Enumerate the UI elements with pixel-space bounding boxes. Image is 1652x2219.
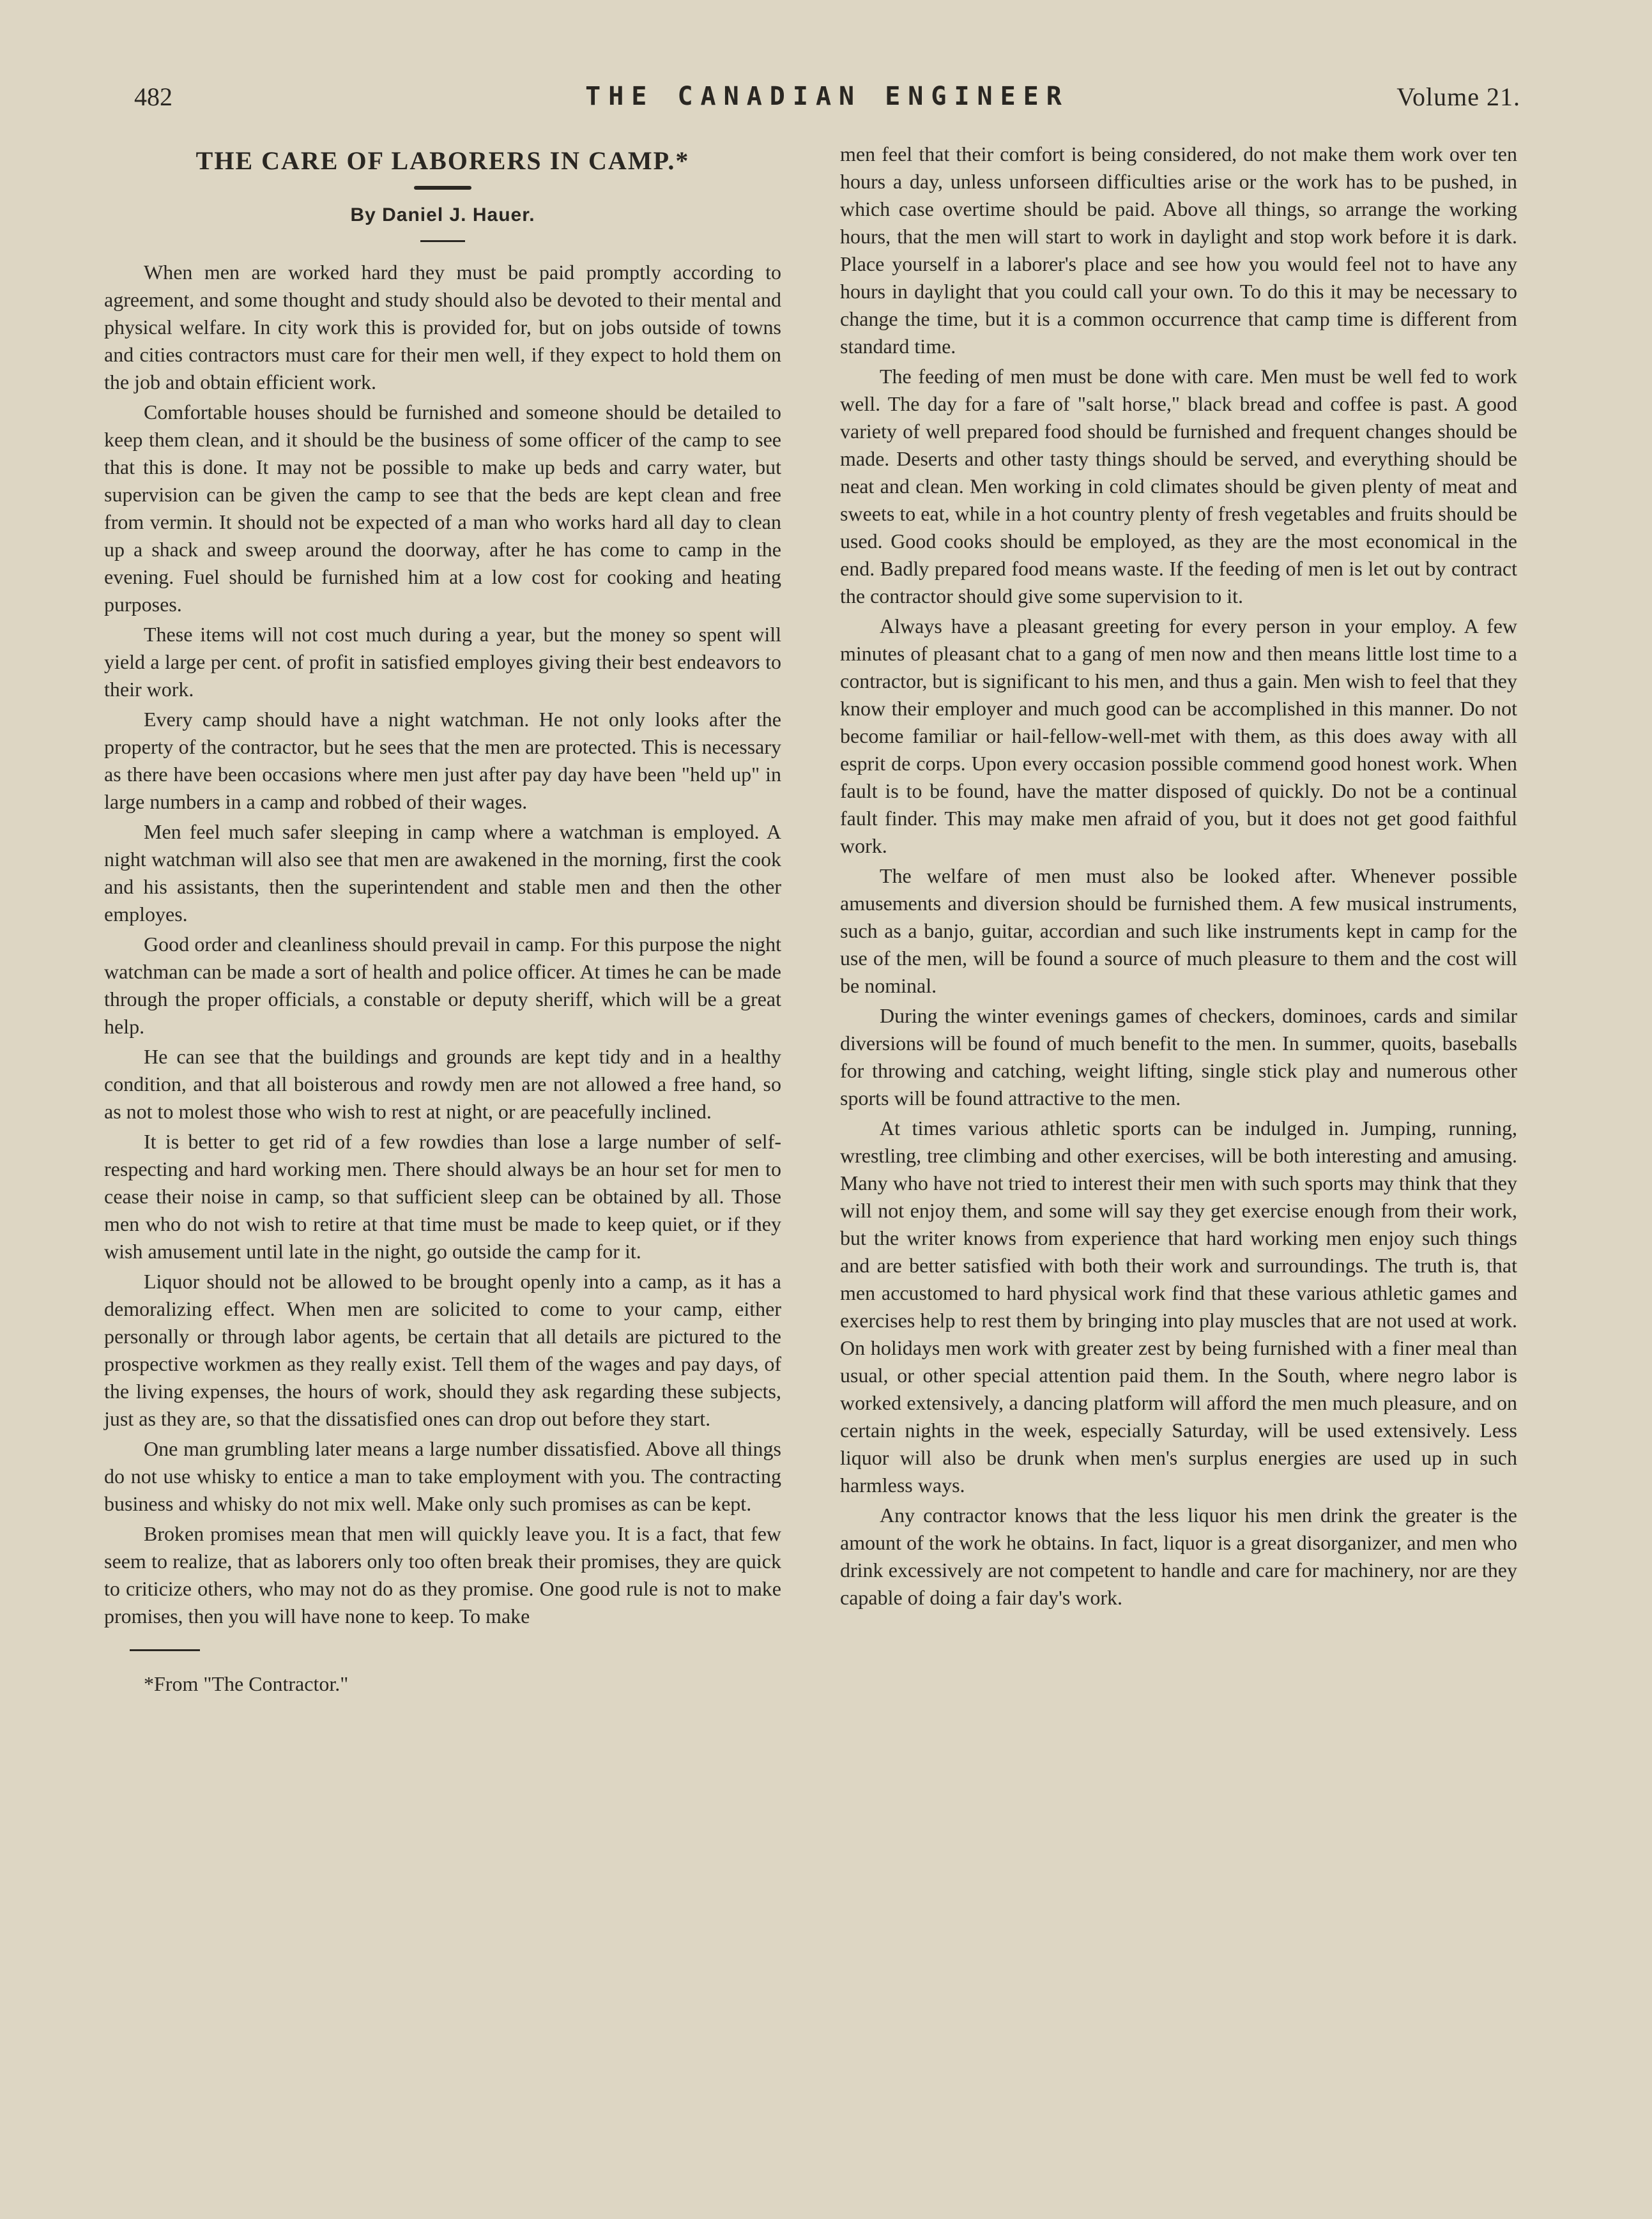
paragraph: Broken promises mean that men will quickly leave you. It is a fact, that few seem to realize, that as laborers only too often break their promises, they are quick to criticize others, who may not do as they promise. One good rule is not to make promises, then you will have none to keep. To make	[104, 1522, 781, 1628]
footnote-rule	[130, 1649, 200, 1651]
paragraph: These items will not cost much during a year, but the money so spent will yield a large per cent. of profit in satisfied employes giving their best endeavors to their work.	[104, 623, 781, 701]
footnote: *From "The Contractor."	[144, 1672, 349, 1695]
paragraph: One man grumbling later means a large number dissatisfied. Above all things do not use whisky to entice a man to take employment with you. The contracting business and whisky do not mix well. Make only such promises as can be kept.	[104, 1437, 781, 1515]
paragraph: When men are worked hard they must be paid promptly according to agreement, and some thought and study should also be devoted to their mental and physical welfare. In city work this is provided for, but on jobs outside of towns and cities contractors must care for their men well, if they expect to hold them on the job and obtain efficient work.	[104, 261, 781, 393]
byline-rule	[420, 240, 465, 242]
right-column	[840, 141, 1517, 1612]
paragraph: Comfortable houses should be furnished and someone should be detailed to keep them clean, and it should be the business of some officer of the camp to see that this is done. It may not be possible to make up beds and carry water, but supervision can be given the camp to see that the beds are kept clean and free from vermin. It should not be expected of a man who works hard all day to clean up a shack and sweep around the doorway, after he has come to camp in the evening. Fuel should be furnished him at a low cost for cooking and heating purposes.	[104, 400, 781, 616]
volume-label: Volume 21.	[1396, 82, 1520, 111]
paragraph: Men feel much safer sleeping in camp where a watchman is employed. A night watchman will also see that men are awakened in the morning, first the cook and his assistants, then the superintendent and stable men and then the other employes.	[104, 820, 781, 926]
paragraph: Always have a pleasant greeting for every person in your employ. A few minutes of pleasant chat to a gang of men now and then means little lost time to a contractor, but is significant to his men, and thus a gain. Men wish to feel that they know their employer and much good can be accomplished in this manner. Do not become familiar or hail-fellow-well-met with them, as this does away with all esprit de corps. Upon every occasion possible commend good honest work. When fault is to be found, have the matter disposed of quickly. Do not be a continual fault finder. This may make men afraid of you, but it does not get good faithful work.	[840, 614, 1517, 857]
page-header	[134, 82, 1520, 120]
paragraph: Liquor should not be allowed to be brought openly into a camp, as it has a demoralizing effect. When men are solicited to come to your camp, either personally or through labor agents, be certain that all details are pictured to the prospective workmen as they really exist. Tell them of the wages and pay days, of the living expenses, the hours of work, should they ask regarding these subjects, just as they are, so that the dissatisfied ones can drop out before they start.	[104, 1270, 781, 1430]
paragraph: Good order and cleanliness should prevail in camp. For this purpose the night watchman can be made a sort of health and police officer. At times he can be made through the proper officials, a constable or deputy sheriff, which will be a great help.	[104, 933, 781, 1038]
paragraph: It is better to get rid of a few rowdies than lose a large number of self-respecting and hard working men. There should always be an hour set for men to cease their noise in camp, so that sufficient sleep can be obtained by all. Those men who do not wish to retire at that time must be made to keep quiet, or if they wish amusement until late in the night, go outside the camp for it.	[104, 1130, 781, 1263]
paragraph: Every camp should have a night watchman. He not only looks after the property of the contractor, but he sees that the men are protected. This is necessary as there have been occasions where men just after pay day have been "held up" in large numbers in a camp and robbed of their wages.	[104, 708, 781, 813]
article-title: THE CARE OF LABORERS IN CAMP.*	[195, 146, 690, 175]
paragraph: men feel that their comfort is being considered, do not make them work over ten hours a day, unless unforseen difficulties arise or the work has to be pushed, in which case overtime should be paid. Above all things, so arrange the working hours, that the men will start to work in daylight and stop work before it is dark. Place yourself in a laborer's place and see how you would feel not to have any hours in daylight that you could call your own. To do this it may be necessary to change the time, but it is a common occurrence that camp time is different from standard time.	[840, 142, 1517, 358]
paragraph: At times various athletic sports can be indulged in. Jumping, running, wrestling, tree climbing and other exercises, will be both interesting and amusing. Many who have not tried to interest their men with such sports may think that they will not enjoy them, and some will say they get exercise enough from their work, but the writer knows from experience that hard working men enjoy such things and are better satisfied with both their work and surroundings. The truth is, that men accustomed to hard physical work find that these various athletic games and exercises help to rest them by bringing into play muscles that are not used at work. On holidays men work with greater zest by being furnished with a finer meal than usual, or other special attention paid them. In the South, where negro labor is worked extensively, a dancing platform will afford the men much pleasure, and on certain nights in the week, especially Saturday, will be used extensively. Less liquor will also be drunk when men's surplus energies are used up in such harmless ways.	[840, 1117, 1517, 1497]
paragraph: The feeding of men must be done with care. Men must be well fed to work well. The day for a fare of "salt horse," black bread and coffee is past. A good variety of well prepared food should be furnished and frequent changes should be made. Deserts and other tasty things should be served, and everything should be neat and clean. Men working in cold climates should be given plenty of meat and sweets to eat, while in a hot country plenty of fresh vegetables and fruits should be used. Good cooks should be employed, as they are the most economical in the end. Badly prepared food means waste. If the feeding of men is let out by contract the contractor should give some supervision to it.	[840, 365, 1517, 607]
paragraph: Any contractor knows that the less liquor his men drink the greater is the amount of the work he obtains. In fact, liquor is a great disorganizer, and men who drink excessively are not competent to handle and care for machinery, nor are they capable of doing a fair day's work.	[840, 1504, 1517, 1609]
title-rule	[414, 186, 471, 190]
left-column	[104, 141, 781, 1698]
journal-title: THE CANADIAN ENGINEER	[585, 82, 1069, 111]
paragraph: He can see that the buildings and grounds are kept tidy and in a healthy condition, and that all boisterous and rowdy men are not allowed a free hand, so as not to molest those who wish to rest at night, or are peacefully inclined.	[104, 1045, 781, 1123]
page-number: 482	[134, 82, 172, 111]
paragraph: During the winter evenings games of checkers, dominoes, cards and similar diversions will be found of much benefit to the men. In summer, quoits, baseballs for throwing and catching, weight lifting, single stick play and numerous other sports will be found attractive to the men.	[840, 1004, 1517, 1110]
paragraph: The welfare of men must also be looked after. Whenever possible amusements and diversion should be furnished them. A few musical instruments, such as a banjo, guitar, accordian and such like instruments kept in camp for the use of the men, will be found a source of much pleasure to them and the cost will be nominal.	[840, 864, 1517, 997]
article-byline: By Daniel J. Hauer.	[350, 204, 535, 225]
